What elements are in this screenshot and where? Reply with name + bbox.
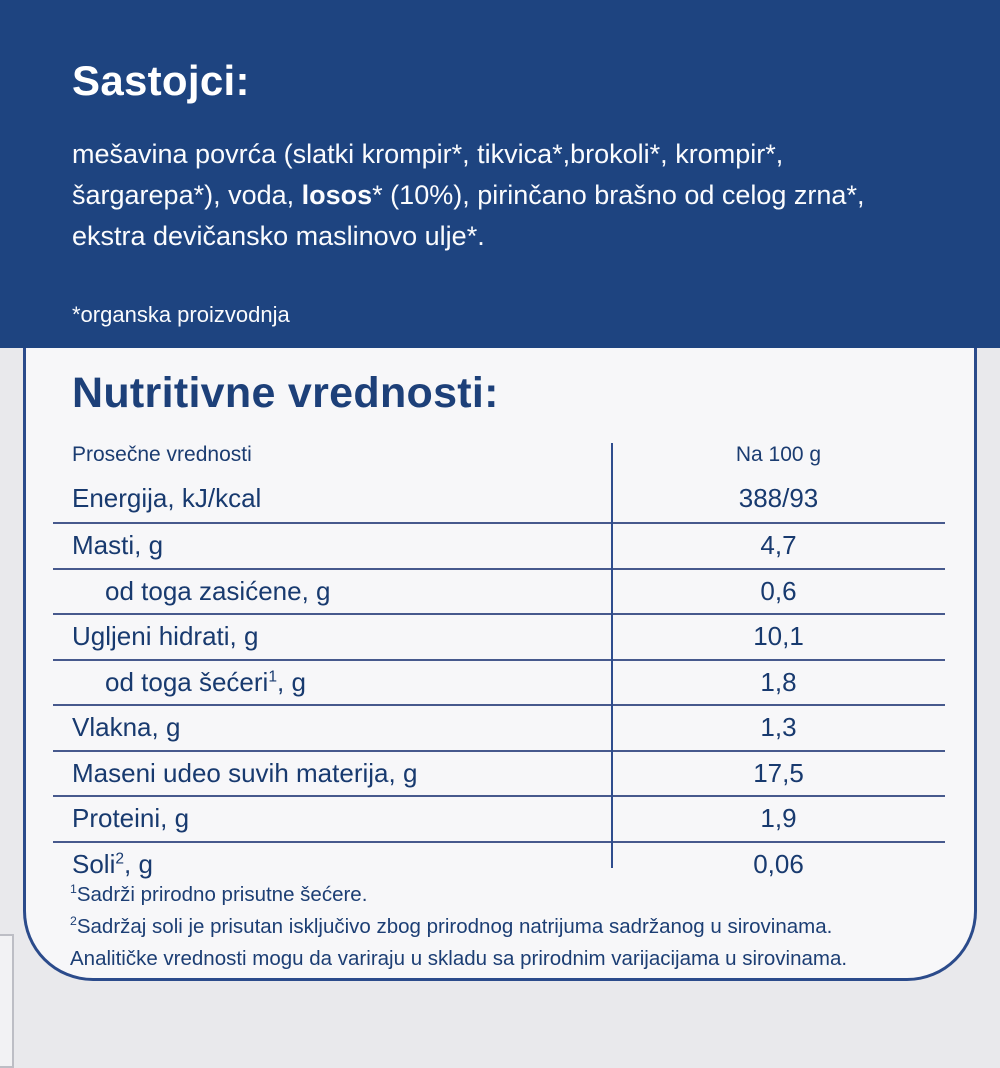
row-value: 1,9 bbox=[760, 803, 797, 834]
ingredients-line-text: šargarepa*), voda, bbox=[72, 180, 302, 210]
row-value: 10,1 bbox=[753, 621, 804, 652]
ingredients-line-text: mešavina povrća (slatki krompir*, tikvica*,brokoli*, krompir*, bbox=[72, 139, 784, 169]
footnote-line: $^1$Sadrži prirodno prisutne šećere. bbox=[70, 882, 368, 906]
footnote-marker: 2 bbox=[115, 850, 125, 868]
table-row bbox=[53, 797, 945, 843]
footnote-line: $^2$Sadržaj soli je prisutan isključivo zbog prirodnog natrijuma sadržanog u sirovinama. bbox=[70, 914, 833, 938]
ingredients-title: Sastojci: bbox=[72, 57, 250, 104]
footnote-marker: 2 bbox=[70, 914, 77, 929]
row-label: Vlakna, g bbox=[72, 712, 181, 743]
row-label: od toga šećeri$^1$, g bbox=[105, 666, 306, 697]
ingredients-header-band bbox=[0, 0, 1000, 348]
ingredient-losos-bold: losos bbox=[301, 180, 373, 210]
column-header-average-values: Prosečne vrednosti bbox=[72, 442, 252, 466]
row-value: 0,6 bbox=[760, 575, 797, 606]
ingredients-line bbox=[72, 216, 864, 257]
table-row bbox=[53, 706, 945, 752]
table-row bbox=[53, 475, 945, 524]
row-value: 17,5 bbox=[753, 757, 804, 788]
footnote-line: Analitičke vrednosti mogu da variraju u skladu sa prirodnim varijacijama u sirovinama. bbox=[70, 947, 848, 970]
row-label: od toga zasićene, g bbox=[105, 575, 331, 606]
nutrition-title: Nutritivne vrednosti: bbox=[72, 369, 499, 417]
table-header-row bbox=[53, 434, 945, 475]
row-value: 0,06 bbox=[753, 848, 804, 879]
row-value: 4,7 bbox=[760, 530, 797, 561]
column-header-per-100g: Na 100 g bbox=[735, 442, 822, 466]
ingredients-line-text: ekstra devičansko maslinovo ulje*. bbox=[72, 221, 485, 251]
ingredients-line bbox=[72, 134, 864, 175]
row-label: Maseni udeo suvih materija, g bbox=[72, 757, 418, 788]
row-label: Proteini, g bbox=[72, 803, 190, 834]
table-row bbox=[53, 661, 945, 707]
row-value: 1,3 bbox=[760, 712, 797, 743]
ingredients-line bbox=[72, 175, 864, 216]
organic-production-footnote: *organska proizvodnja bbox=[72, 302, 290, 327]
nutrition-table bbox=[53, 434, 945, 886]
table-row bbox=[53, 752, 945, 798]
row-value: 388/93 bbox=[738, 483, 819, 513]
row-label: Ugljeni hidrati, g bbox=[72, 621, 259, 652]
table-row bbox=[53, 524, 945, 570]
table-column-divider bbox=[611, 443, 613, 868]
ingredients-line-text: * (10%), pirinčano brašno od celog zrna*, bbox=[372, 180, 865, 210]
row-label: Soli$^2$, g bbox=[72, 848, 153, 879]
ingredients-text bbox=[72, 134, 864, 257]
background-panel-edge bbox=[0, 934, 14, 1068]
table-footnotes bbox=[70, 879, 950, 975]
row-value: 1,8 bbox=[760, 666, 797, 697]
row-label: Masti, g bbox=[72, 530, 164, 561]
row-label: Energija, kJ/kcal bbox=[72, 483, 262, 513]
footnote-marker: 1 bbox=[70, 882, 77, 897]
table-row bbox=[53, 570, 945, 616]
table-rows bbox=[53, 475, 945, 886]
footnote-marker: 1 bbox=[268, 668, 278, 686]
table-row bbox=[53, 615, 945, 661]
